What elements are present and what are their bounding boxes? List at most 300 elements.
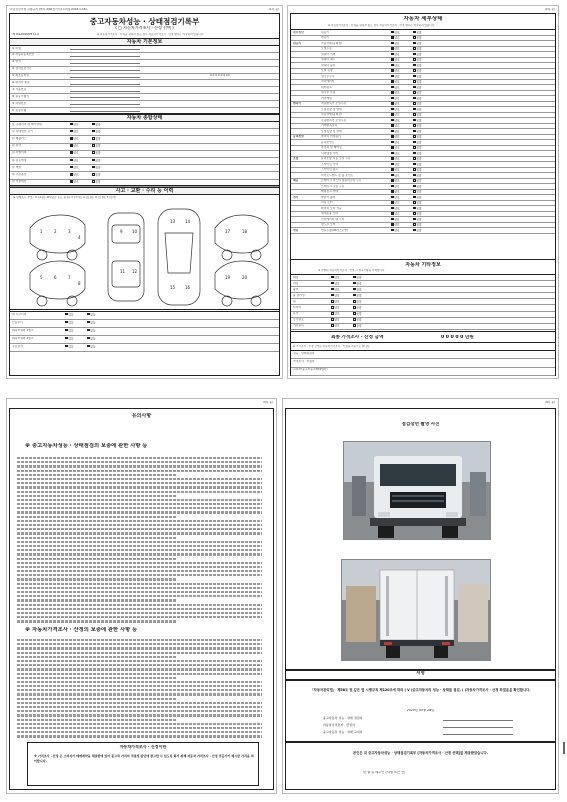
page-1 — [6, 5, 283, 379]
form-row-label: ⑪ 주행거리 및 계기상태 — [12, 122, 42, 126]
price-note: ※ 가격조사 · 산정 금액은 자동차가격조사 · 산정을 기준으로 합니다. — [293, 345, 371, 348]
part-number-label: 15 — [170, 285, 176, 290]
status-option[interactable] — [413, 185, 422, 189]
status-option[interactable] — [391, 42, 400, 46]
status-option-label: 양호 — [394, 168, 400, 172]
status-option[interactable] — [391, 31, 400, 35]
status-option[interactable] — [391, 119, 400, 123]
status-option[interactable] — [391, 47, 400, 51]
group-label: 원동기 — [293, 41, 302, 45]
signature-line[interactable] — [443, 734, 513, 735]
status-option[interactable] — [391, 229, 400, 233]
status-option-label: 양호 — [394, 140, 400, 144]
status-option[interactable] — [391, 174, 400, 178]
text-line — [17, 562, 262, 564]
form-row-label: 오일누유 — [321, 47, 332, 51]
status-option[interactable] — [391, 152, 400, 156]
page-number: (3쪽 중) — [262, 401, 273, 404]
form-row-label: 내장 — [293, 281, 299, 285]
text-line — [17, 660, 262, 662]
part-number-label: 11 — [120, 269, 126, 274]
status-option[interactable] — [413, 190, 422, 194]
status-option[interactable] — [70, 137, 79, 141]
status-option[interactable] — [353, 318, 362, 322]
text-line — [17, 652, 262, 654]
status-option[interactable] — [70, 151, 79, 155]
status-option[interactable] — [92, 123, 101, 127]
page-2 — [287, 5, 559, 379]
status-option[interactable] — [391, 218, 400, 222]
status-option[interactable] — [413, 130, 422, 134]
status-option-label: 불량 — [95, 158, 101, 162]
status-option[interactable] — [391, 185, 400, 189]
part-number-label: 7 — [68, 275, 71, 280]
form-row — [10, 94, 279, 101]
form-row-label: 외판부위의 2랭크 — [12, 336, 34, 340]
status-option[interactable] — [391, 69, 400, 73]
text-line — [17, 608, 262, 610]
status-option-label: 양호 — [394, 113, 400, 117]
form-row-label: ② 자동차등록번호 — [12, 53, 35, 57]
status-option-label: 불량 — [416, 96, 422, 100]
form-row-label: 윈도우 모터 — [321, 223, 336, 227]
status-option[interactable] — [413, 207, 422, 211]
status-option[interactable] — [391, 141, 400, 145]
form-row — [10, 158, 279, 165]
status-option[interactable] — [413, 201, 422, 205]
form-row-label: 기어변속장치 — [321, 124, 338, 128]
status-option-label: 불량 — [416, 58, 422, 62]
form-row-label: 냉각수누수 — [321, 74, 335, 78]
status-option-label: 불량 — [416, 129, 422, 133]
accident-section — [9, 187, 280, 310]
status-option[interactable] — [391, 135, 400, 139]
form-row-label: ⑰ 색상 — [12, 165, 22, 169]
status-option[interactable] — [413, 113, 422, 117]
notes-title: 유의사항 — [131, 413, 152, 419]
text-line — [17, 714, 262, 716]
car-diagram — [20, 203, 275, 309]
status-option[interactable] — [413, 223, 422, 227]
status-option[interactable] — [92, 166, 101, 170]
status-option[interactable] — [331, 276, 340, 280]
text-line — [17, 689, 262, 691]
status-option[interactable] — [413, 119, 422, 123]
status-option[interactable] — [353, 324, 362, 328]
form-row — [10, 60, 279, 67]
form-row — [291, 368, 555, 376]
status-option[interactable] — [87, 313, 96, 317]
status-option[interactable] — [413, 58, 422, 62]
status-option[interactable] — [70, 144, 79, 148]
status-option[interactable] — [413, 174, 422, 178]
form-row-label: 브레이크 오일 누유 — [321, 184, 345, 188]
status-option[interactable] — [413, 141, 422, 145]
text-line — [17, 478, 262, 480]
status-option[interactable] — [391, 75, 400, 79]
field-value[interactable] — [70, 47, 140, 50]
status-option[interactable] — [413, 86, 422, 90]
status-option-label: 불량 — [416, 52, 422, 56]
status-option[interactable] — [92, 144, 101, 148]
status-option[interactable] — [391, 64, 400, 68]
status-option[interactable] — [391, 223, 400, 227]
status-option-label: 양호 — [394, 96, 400, 100]
status-option-label: 불량 — [95, 136, 101, 141]
status-option-label: 없음 — [90, 312, 96, 316]
status-option-label: 양호 — [394, 107, 400, 111]
status-option-label: 불량 — [416, 74, 422, 78]
status-option-label: 불량 — [416, 102, 422, 106]
status-option[interactable] — [413, 69, 422, 73]
status-option[interactable] — [65, 321, 74, 325]
status-option-label: 불량 — [416, 179, 422, 183]
part-number-label: 6 — [54, 275, 57, 280]
scroll-indicator[interactable] — [563, 742, 565, 754]
status-option[interactable] — [391, 36, 400, 40]
text-line — [17, 685, 262, 687]
status-option-label: 불량 — [95, 122, 101, 126]
text-line — [17, 731, 262, 733]
status-option[interactable] — [331, 312, 340, 316]
status-option-label: 양호 — [394, 91, 400, 95]
part-number-label: 18 — [242, 229, 248, 234]
status-option[interactable] — [331, 294, 340, 298]
form-row-label: 작동상태(공회전) — [321, 113, 343, 117]
status-option[interactable] — [391, 163, 400, 167]
photo-title: 점검장면 촬영 사진 — [401, 422, 440, 427]
status-option[interactable] — [413, 146, 422, 150]
status-option[interactable] — [65, 329, 74, 333]
signature-line[interactable] — [443, 727, 513, 728]
status-option[interactable] — [391, 58, 400, 62]
signatory-label: 자동차가격조사 · 산정자 — [323, 723, 355, 727]
status-option[interactable] — [87, 345, 96, 349]
status-option[interactable] — [331, 282, 340, 286]
status-option[interactable] — [70, 173, 79, 177]
sign-date: 2020년 05월 28일 — [406, 709, 435, 712]
overview-section — [9, 114, 280, 186]
status-option-label: 양호 — [394, 135, 400, 139]
status-option[interactable] — [391, 130, 400, 134]
status-option-label: 불량 — [416, 168, 422, 172]
status-option[interactable] — [391, 207, 400, 211]
status-option[interactable] — [413, 80, 422, 84]
basic-info-title: 자동차 기본정보 — [10, 39, 279, 46]
field-value[interactable] — [70, 89, 140, 92]
status-option-label: 불량 — [416, 151, 422, 155]
signatory-row — [323, 731, 533, 738]
status-option[interactable] — [413, 212, 422, 216]
status-option[interactable] — [353, 312, 362, 316]
status-option-label: 양호 — [394, 223, 400, 227]
text-line — [17, 604, 262, 606]
status-option[interactable] — [413, 218, 422, 222]
part-number-label: 16 — [185, 285, 191, 290]
status-option[interactable] — [391, 113, 400, 117]
status-option-label: 불량 — [416, 85, 422, 89]
status-option[interactable] — [413, 179, 422, 183]
form-row-label: ⑫ 차대번호 표기 — [12, 129, 33, 133]
status-option-label: 양호 — [394, 173, 400, 177]
price-definition-title: 자동차가격조사 · 산정이란 — [119, 745, 167, 749]
status-option-label: 양호 — [334, 275, 340, 279]
status-option[interactable] — [331, 324, 340, 328]
status-option[interactable] — [92, 173, 101, 177]
sign-title: 서명 — [416, 671, 425, 676]
status-option-label: 있음 — [68, 320, 74, 324]
text-line — [17, 558, 177, 560]
status-option-label: 불량 — [356, 287, 362, 292]
status-option[interactable] — [391, 201, 400, 205]
receipt-statement: 본인은 위 중고자동차성능 · 상태점검기록부 [자동차가격조사 · 산정 선택]를 제공받았습니다. — [353, 751, 488, 755]
status-option[interactable] — [92, 130, 101, 134]
status-option[interactable] — [391, 212, 400, 216]
field-value[interactable] — [70, 95, 140, 98]
status-option-label: 불량 — [416, 146, 422, 150]
form-row-label: 외판부위의 1랭크 — [12, 328, 34, 332]
status-option[interactable] — [391, 102, 400, 106]
status-option[interactable] — [353, 276, 362, 280]
form-row-label: ⑤ 최초등록일 — [12, 74, 29, 78]
status-option[interactable] — [413, 108, 422, 112]
status-option-label: 불량 — [416, 118, 422, 122]
status-option[interactable] — [70, 130, 79, 134]
status-option-label: 있음 — [68, 336, 74, 340]
status-option-label: 불량 — [416, 63, 422, 67]
status-option-label: 불량 — [95, 165, 101, 170]
sign-statement: 「자동차관리법」 제58조 및 같은 법 시행규칙 제120조에 따라 ( V )중고자동차의 성능 · 상태를 점검, ( )자동차가격조사 · 산정 하였음을 확인합니다. — [310, 688, 531, 692]
status-option[interactable] — [87, 337, 96, 341]
status-option-label: 양호 — [394, 201, 400, 205]
status-option-label: 없음 — [90, 320, 96, 324]
status-option[interactable] — [391, 97, 400, 101]
status-option-label: 불량 — [416, 190, 422, 194]
form-row-label: 와이퍼 모터 기능 — [321, 206, 342, 210]
status-option[interactable] — [391, 146, 400, 150]
form-row — [10, 122, 279, 129]
status-option[interactable] — [413, 102, 422, 106]
status-option[interactable] — [391, 91, 400, 95]
text-line — [17, 591, 262, 593]
status-option-label: 불량 — [416, 228, 422, 232]
field-value[interactable] — [70, 82, 140, 85]
status-option-label: 불량 — [356, 318, 362, 322]
form-row-label: 실내송풍 모터 — [321, 212, 339, 216]
status-option-label: 양호 — [73, 158, 79, 162]
status-option[interactable] — [92, 159, 101, 163]
page-4 — [282, 398, 559, 794]
part-number-label: 5 — [40, 275, 43, 280]
truck-front-image — [344, 442, 491, 540]
status-option-label: 양호 — [394, 151, 400, 155]
mileage-digits: 0 0 0 0 0 0 km — [210, 74, 231, 78]
other-info-title: 자동차 기타정보 — [405, 262, 441, 268]
form-row-label: 냉각수 수량 — [321, 91, 336, 95]
status-option[interactable] — [413, 42, 422, 46]
status-option[interactable] — [413, 53, 422, 57]
form-row — [10, 172, 279, 179]
field-value[interactable] — [70, 75, 140, 78]
text-line — [17, 698, 177, 700]
status-option[interactable] — [92, 180, 101, 184]
status-option[interactable] — [353, 306, 362, 310]
form-row-label: ⑯ 용도변경 — [12, 158, 27, 162]
price-title: 최종 가격조사 · 산정 금액 — [331, 335, 384, 340]
status-option[interactable] — [413, 124, 422, 128]
form-row-label: 워터펌프 — [321, 85, 332, 89]
status-option[interactable] — [413, 152, 422, 156]
form-row-label: 주요골격 — [12, 344, 23, 348]
status-option[interactable] — [353, 300, 362, 304]
status-option-label: 양호 — [394, 41, 400, 45]
part-number-label: 9 — [120, 229, 123, 234]
status-option[interactable] — [353, 294, 362, 298]
truck-rear-image — [342, 560, 491, 661]
status-option[interactable] — [87, 329, 96, 333]
status-option[interactable] — [413, 75, 422, 79]
status-option-label: 없음 — [90, 336, 96, 340]
status-option-label: 불량 — [416, 223, 422, 227]
status-option-label: 불량 — [416, 162, 422, 166]
group-label: 동력전달 — [293, 135, 304, 139]
status-option[interactable] — [70, 166, 79, 170]
form-row-label: 디퍼렌셜 기어 — [321, 151, 339, 155]
status-option[interactable] — [413, 163, 422, 167]
field-value[interactable] — [70, 54, 140, 57]
status-option-label: 불량 — [416, 212, 422, 216]
status-option[interactable] — [391, 190, 400, 194]
status-option[interactable] — [413, 157, 422, 161]
status-option[interactable] — [413, 135, 422, 139]
text-line — [17, 583, 262, 585]
status-option[interactable] — [391, 168, 400, 172]
status-option-label: 불량 — [356, 275, 362, 279]
status-option[interactable] — [413, 229, 422, 233]
text-line — [17, 681, 262, 683]
status-option-label: 양호 — [394, 47, 400, 51]
status-option-label: 불량 — [356, 306, 362, 310]
status-option[interactable] — [413, 64, 422, 68]
warranty-heading: ※ 중고자동차성능 · 상태점검의 보증에 관한 사항 등 — [25, 443, 148, 449]
status-option-label: 양호 — [334, 281, 340, 285]
form-row-label: ④ 검사유효기간 — [12, 67, 32, 71]
status-option[interactable] — [331, 306, 340, 310]
form-row-label: 발전기 출력 — [321, 195, 336, 199]
status-option-label: 불량 — [416, 217, 422, 221]
truck-front-photo — [343, 441, 491, 540]
form-row — [10, 74, 279, 81]
field-value[interactable] — [70, 102, 140, 105]
form-row — [10, 328, 279, 336]
status-option[interactable] — [391, 53, 400, 57]
text-line — [17, 693, 262, 695]
form-row-label: 타이어 — [293, 306, 302, 310]
status-option[interactable] — [413, 31, 422, 35]
status-option-label: 불량 — [416, 173, 422, 177]
status-option-label: 불량 — [356, 281, 362, 285]
status-option[interactable] — [413, 196, 422, 200]
text-line — [17, 656, 177, 658]
status-option[interactable] — [391, 124, 400, 128]
status-option[interactable] — [70, 180, 79, 184]
text-line — [17, 574, 262, 576]
part-number-label: 12 — [132, 269, 138, 274]
status-option[interactable] — [331, 288, 340, 292]
form-row — [10, 336, 279, 344]
status-option[interactable] — [65, 313, 74, 317]
form-row-label: 수리필요 — [293, 318, 304, 322]
status-option[interactable] — [331, 318, 340, 322]
status-option[interactable] — [391, 196, 400, 200]
form-row — [10, 151, 279, 158]
status-option[interactable] — [391, 80, 400, 84]
field-value[interactable] — [70, 61, 140, 64]
form-row-label: 실린더 커버 — [321, 52, 336, 56]
status-option[interactable] — [391, 108, 400, 112]
form-row-label: 타이로드엔드 및 볼 조인트 — [321, 173, 354, 177]
status-option[interactable] — [353, 288, 362, 292]
notice-line: ※ 자동차가격조사 · 산정을 원하지 않는 경우 자동차가격조사 · 산정 항목은 작성하지 않습니다. — [97, 33, 205, 36]
form-row-label: 동력조향 작동 오일 누유 — [321, 157, 351, 161]
field-value[interactable] — [70, 109, 140, 112]
status-option[interactable] — [65, 345, 74, 349]
status-option[interactable] — [70, 159, 79, 163]
status-option-label: 불량 — [416, 41, 422, 45]
part-number-label: 19 — [225, 275, 231, 280]
form-row-label: ⑭ 튜닝 — [12, 144, 22, 148]
form-row-label: 실린더 헤드 — [321, 58, 336, 62]
status-option[interactable] — [413, 97, 422, 101]
form-row-label: 등속조인트 — [321, 140, 335, 144]
status-option-label: 양호 — [334, 312, 340, 316]
part-number-label: 14 — [185, 219, 191, 224]
status-option[interactable] — [391, 179, 400, 183]
status-option[interactable] — [92, 137, 101, 141]
form-row-label: 오일 유량 — [321, 69, 333, 73]
status-option[interactable] — [353, 282, 362, 286]
group-label: 자기진단 — [293, 30, 304, 34]
status-option[interactable] — [413, 36, 422, 40]
status-option-label: 불량 — [95, 129, 101, 134]
form-row-label: 연료누출(LP가스포함) — [321, 228, 349, 232]
form-row-label: 기본품목 — [293, 324, 304, 328]
status-option[interactable] — [65, 337, 74, 341]
status-option[interactable] — [70, 123, 79, 127]
text-line — [17, 553, 262, 555]
form-row-label: 원동기 — [321, 30, 330, 34]
field-value[interactable] — [70, 68, 140, 71]
status-option[interactable] — [331, 300, 340, 304]
status-option-label: 양호 — [394, 74, 400, 78]
status-option[interactable] — [391, 86, 400, 90]
text-line — [17, 541, 262, 543]
text-line — [17, 537, 177, 539]
status-option[interactable] — [413, 47, 422, 51]
text-line — [17, 545, 262, 547]
status-option-label: 양호 — [73, 122, 79, 126]
status-option[interactable] — [92, 151, 101, 155]
status-option[interactable] — [87, 321, 96, 325]
status-option-label: 불량 — [95, 180, 101, 184]
form-row-label: ① 차명 — [12, 46, 21, 50]
status-option[interactable] — [413, 168, 422, 172]
status-option-label: 양호 — [73, 144, 79, 148]
form-row-label: ⑦ 사용연료 — [12, 87, 27, 91]
status-option[interactable] — [391, 157, 400, 161]
status-option[interactable] — [413, 91, 422, 95]
signature-line[interactable] — [443, 720, 513, 721]
